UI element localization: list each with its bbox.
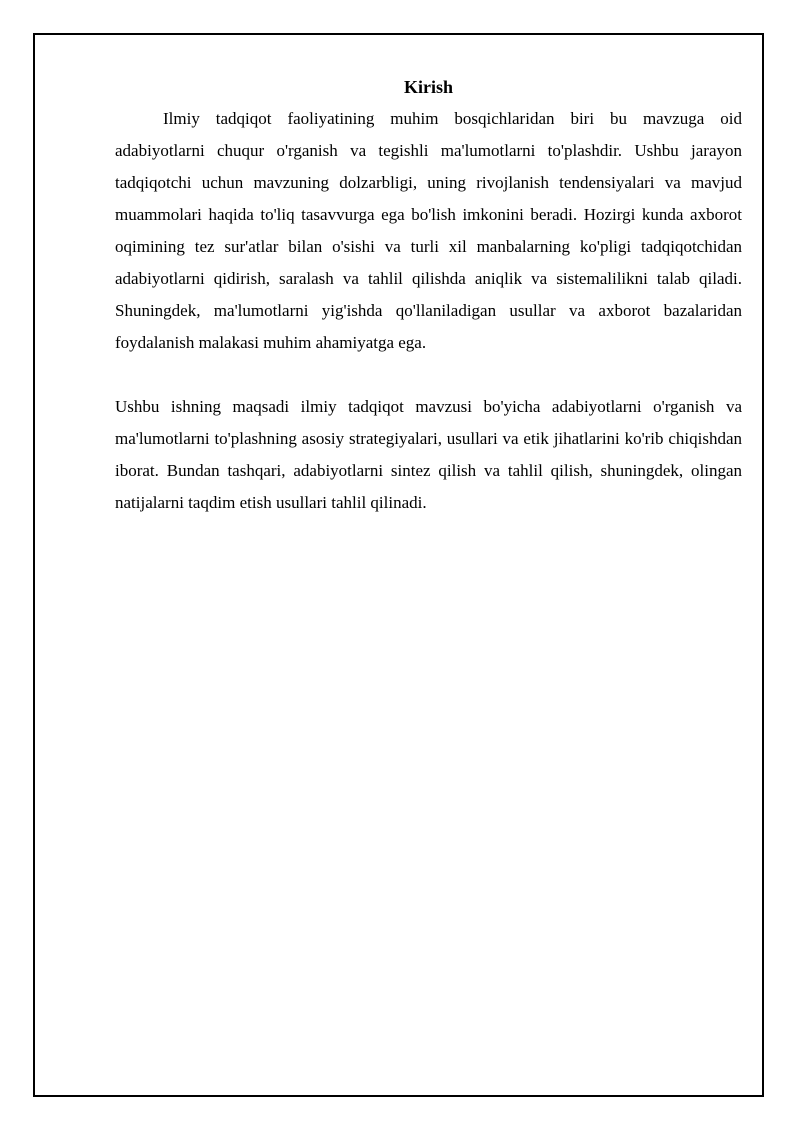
document-body [115,73,742,519]
paragraph-goal: Ushbu ishning maqsadi ilmiy tadqiqot mavzusi bo'yicha adabiyotlarni o'rganish va ma'lumotlarni to'plashning asosiy strategiyalari, usullari va etik jihatlarini ko'rib chiqishdan iborat. Bundan tashqari, adabiyotlarni sintez qilish va tahlil qilish, shuningdek, olingan natijalarni taqdim etish usullari tahlil qilinadi. [115,397,742,512]
paragraph-intro: Ilmiy tadqiqot faoliyatining muhim bosqichlaridan biri bu mavzuga oid adabiyotlarni chuqur o'rganish va tegishli ma'lumotlarni to'plashdir. Ushbu jarayon tadqiqotchi uchun mavzuning dolzarbligi, uning rivojlanish tendensiyalari va mavjud muammolari haqida to'liq tasavvurga ega bo'lish imkonini beradi. Hozirgi kunda axborot oqimining tez sur'atlar bilan o'sishi va turli xil manbalarning ko'pligi tadqiqotchidan adabiyotlarni qidirish, saralash va tahlil qilishda aniqlik va sistemalilikni talab qiladi. Shuningdek, ma'lumotlarni yig'ishda qo'llaniladigan usullar va axborot bazalaridan foydalanish malakasi muhim ahamiyatga ega. [115,109,742,352]
paragraph-spacer [115,359,742,391]
document-title: Kirish [403,77,453,97]
